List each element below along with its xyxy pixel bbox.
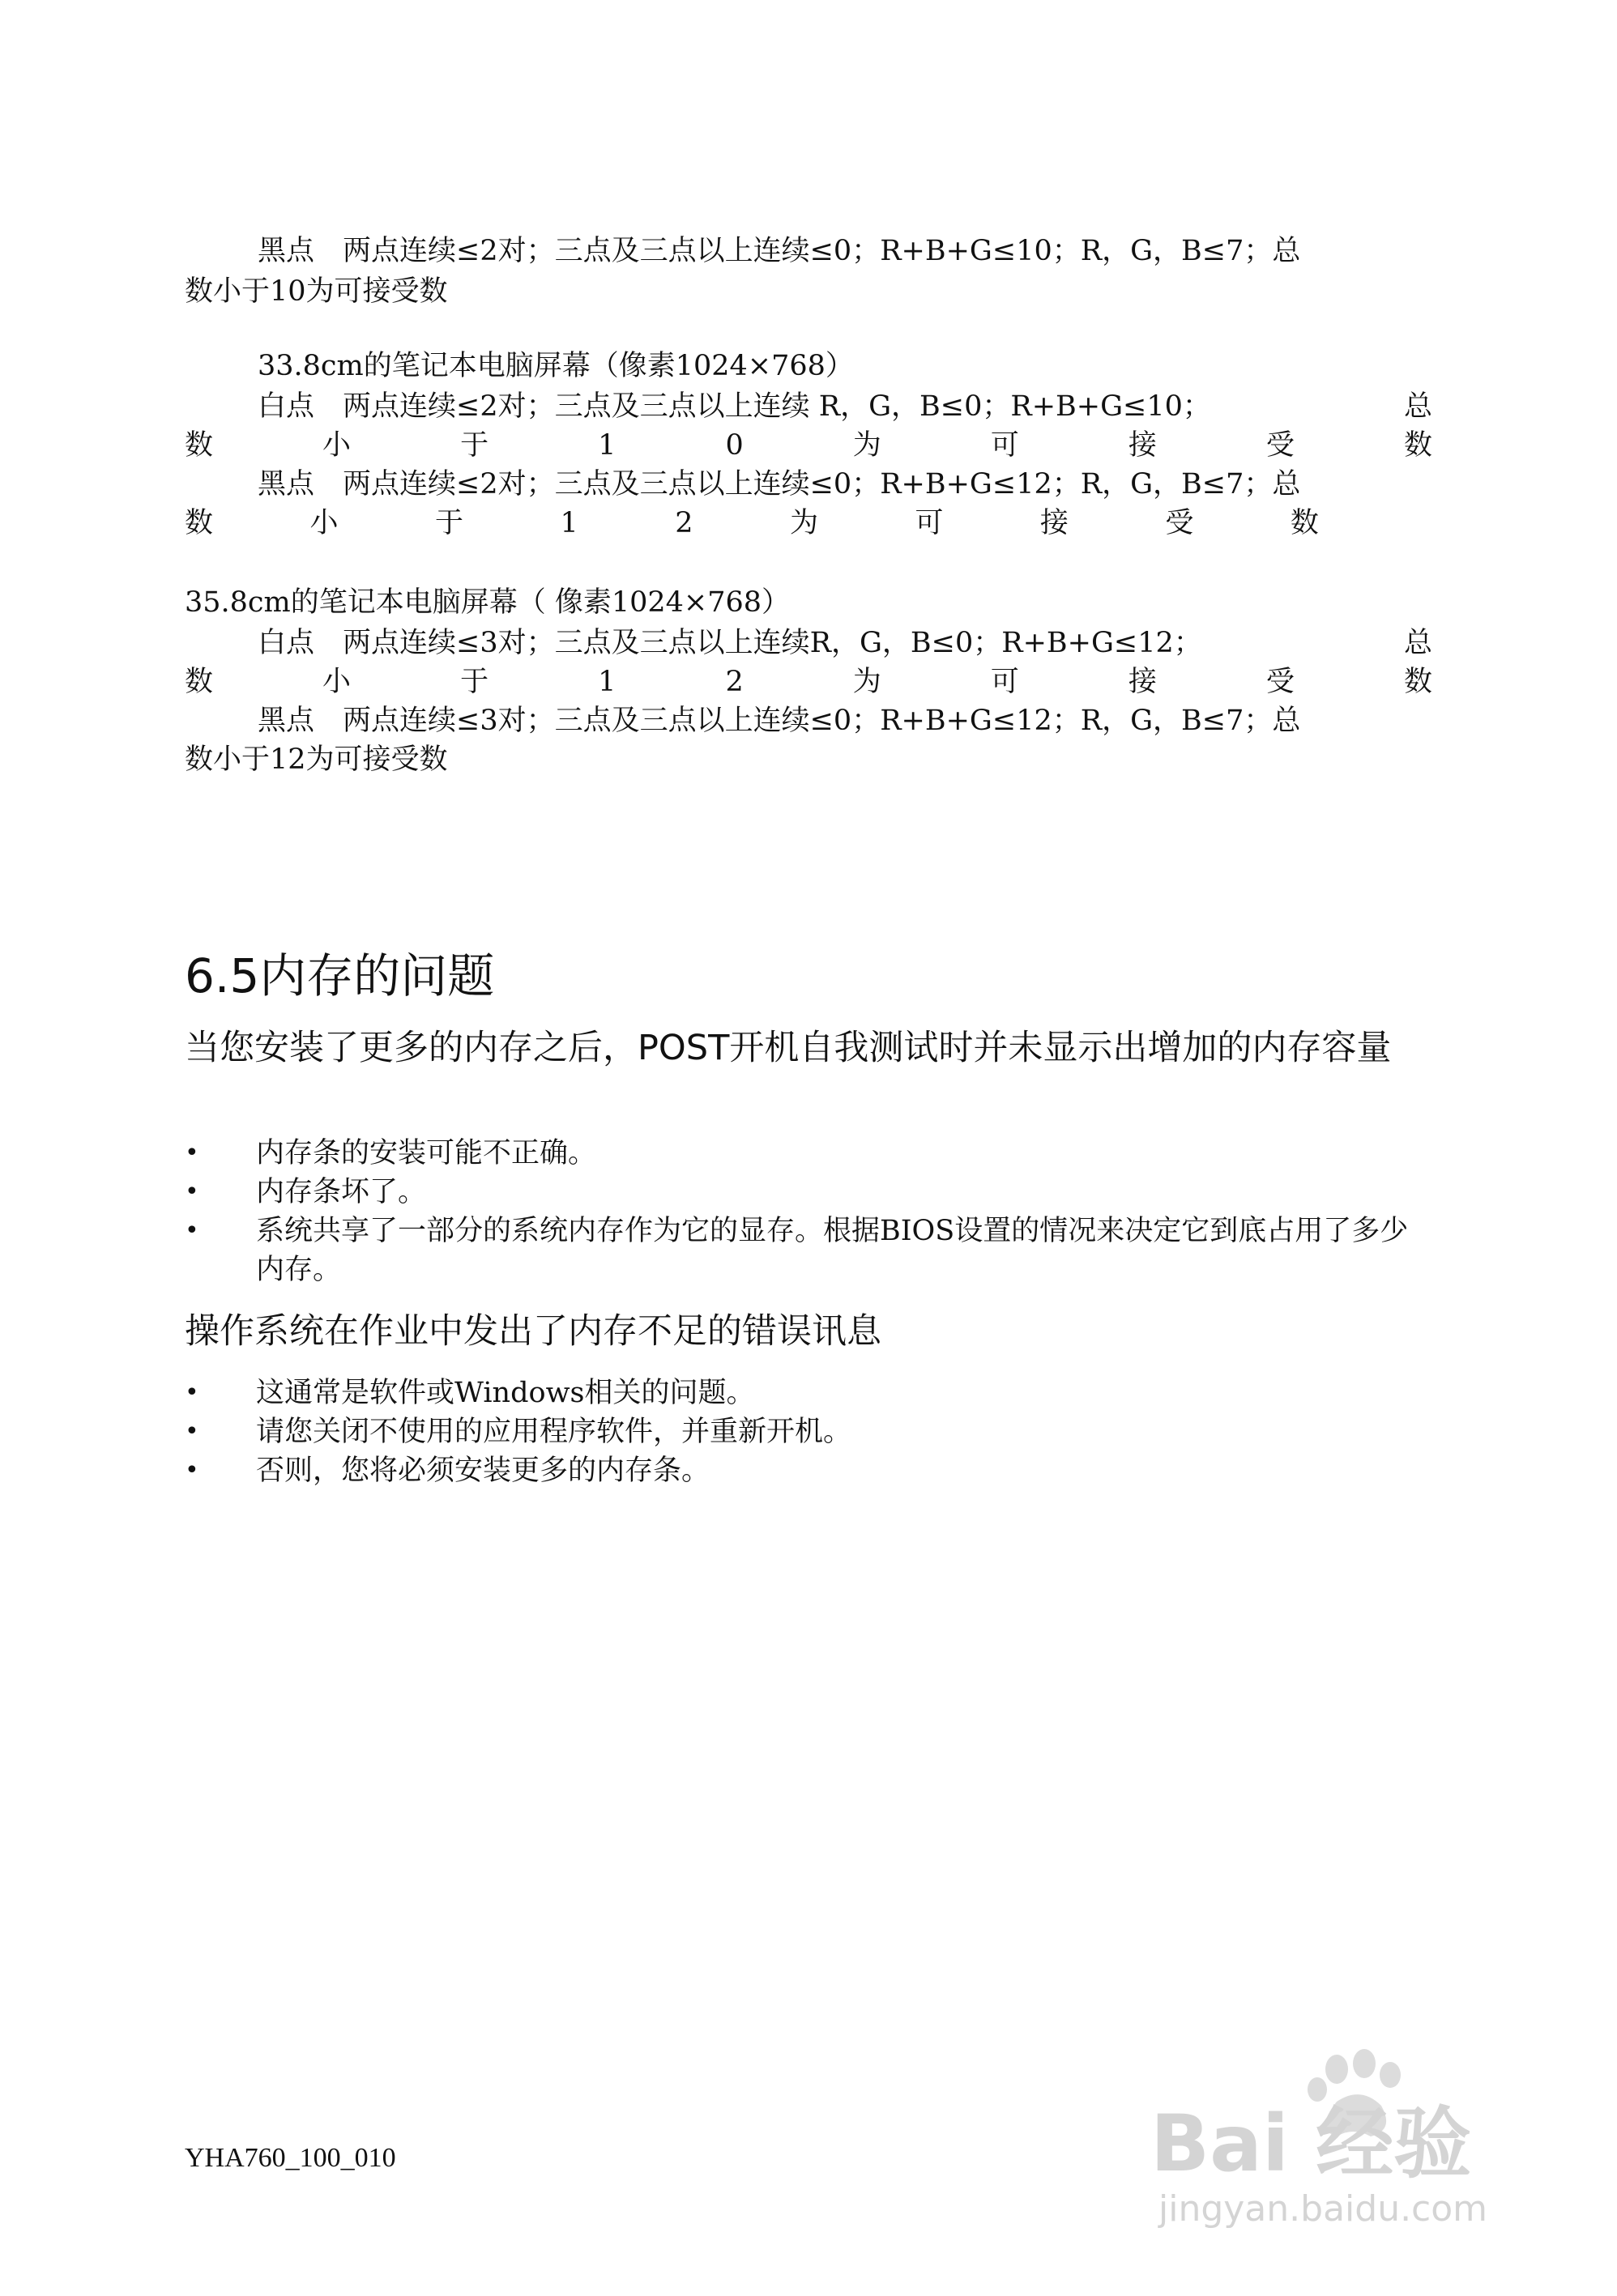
list-item-text: 这通常是软件或Windows相关的问题。: [256, 1377, 755, 1409]
bullet-icon: •: [185, 1139, 199, 1167]
char: 接: [1039, 507, 1069, 539]
subheading-out-of-memory: 操作系统在作业中发出了内存不足的错误讯息: [185, 1311, 881, 1352]
char: 为: [852, 429, 881, 462]
char: 0: [725, 429, 744, 462]
char: 小: [309, 507, 339, 539]
char: 可: [990, 429, 1019, 462]
char: 于: [434, 507, 463, 539]
char: 受: [1265, 666, 1295, 698]
char: 于: [460, 666, 489, 698]
screen-35-black-line-cont: 数小于12为可接受数: [185, 743, 448, 776]
watermark-brand: Bai 经验: [1150, 2098, 1472, 2189]
char: 1: [560, 507, 578, 539]
list-item-text: 内存条的安装可能不正确。: [256, 1137, 597, 1169]
char: 2: [725, 666, 744, 698]
list-item-text: 请您关闭不使用的应用程序软件，并重新开机。: [256, 1416, 852, 1448]
screen-33-black-line: 黑点 两点连续≤2对；三点及三点以上连续≤0；R+B+G≤12；R，G，B≤7；总: [258, 468, 1301, 501]
char: 1: [598, 429, 617, 462]
bullet-icon: •: [185, 1178, 199, 1206]
char: 可: [990, 666, 1019, 698]
bullet-icon: •: [185, 1216, 199, 1245]
char: 数: [185, 507, 214, 539]
char: 数: [185, 429, 214, 462]
char: 受: [1165, 507, 1194, 539]
screen-35-title: 35.8cm的笔记本电脑屏幕（ 像素1024×768）: [185, 586, 791, 619]
char: 数: [1403, 666, 1432, 698]
char: 受: [1265, 429, 1295, 462]
char: 于: [460, 429, 489, 462]
list-item-text: 内存条坏了。: [256, 1176, 427, 1208]
section-heading: 6.5内存的问题: [185, 948, 495, 1003]
char: 数: [1290, 507, 1319, 539]
white-spec-text: 白点 两点连续≤3对；三点及三点以上连续R，G，B≤0；R+B+G≤12；: [258, 627, 1202, 659]
bullet-icon: •: [185, 1378, 199, 1407]
screen-35-white-line-cont: [185, 662, 1432, 701]
baidu-jingyan-watermark: [1134, 2041, 1539, 2251]
list-item-text: 系统共享了一部分的系统内存作为它的显存。根据BIOS设置的情况来决定它到底占用了多少内存。: [256, 1215, 1409, 1286]
char: 1: [598, 666, 617, 698]
char: 数: [185, 666, 214, 698]
defect-black-spec-line-cont: 数小于10为可接受数: [185, 275, 448, 308]
watermark-url: jingyan.baidu.com: [1158, 2188, 1488, 2230]
char: 数: [1403, 429, 1432, 462]
white-spec-text: 白点 两点连续≤2对；三点及三点以上连续 R，G，B≤0；R+B+G≤10；: [258, 390, 1211, 423]
char: 可: [915, 507, 944, 539]
bullet-icon: •: [185, 1417, 199, 1446]
screen-35-black-line: 黑点 两点连续≤3对；三点及三点以上连续≤0；R+B+G≤12；R，G，B≤7；总: [258, 705, 1301, 737]
list-item-text: 否则，您将必须安装更多的内存条。: [256, 1455, 710, 1487]
document-footer-code: YHA760_100_010: [185, 2143, 396, 2173]
char: 小: [322, 429, 352, 462]
screen-35-white-line: [258, 624, 1432, 662]
subheading-memory-not-shown: 当您安装了更多的内存之后，POST开机自我测试时并未显示出增加的内存容量: [185, 1028, 1392, 1068]
char: 接: [1128, 666, 1157, 698]
char: 2: [675, 507, 693, 539]
screen-33-white-line-cont: [185, 426, 1432, 465]
char: 接: [1128, 429, 1157, 462]
screen-33-title: 33.8cm的笔记本电脑屏幕（像素1024×768）: [258, 350, 854, 382]
white-spec-end: 总: [1403, 390, 1432, 423]
screen-33-white-line: [258, 387, 1432, 426]
screen-33-black-line-cont: [185, 504, 1319, 543]
bullet-icon: •: [185, 1456, 199, 1485]
char: 为: [852, 666, 881, 698]
char: 小: [322, 666, 352, 698]
char: 为: [789, 507, 818, 539]
defect-black-spec-line: 黑点 两点连续≤2对；三点及三点以上连续≤0；R+B+G≤10；R，G，B≤7；总: [258, 235, 1301, 267]
white-spec-end: 总: [1403, 627, 1432, 659]
